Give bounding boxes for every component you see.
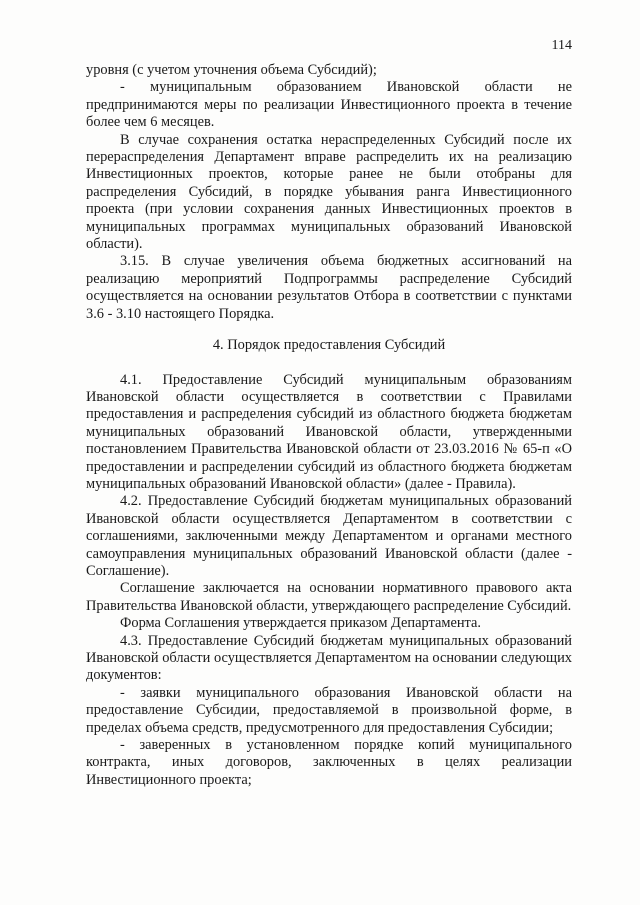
paragraph: - муниципальным образованием Ивановской области не предпринимаются меры по реализации Инвестиционного проекта в течение более чем 6 месяцев. xyxy=(86,79,572,131)
paragraph: Соглашение заключается на основании нормативного правового акта Правительства Ивановской области, утверждающего распределение Субсидий. xyxy=(86,580,572,614)
paragraph: - заявки муниципального образования Ивановской области на предоставление Субсидии, предоставляемой в произвольной форме, в пределах объема средств, предусмотренного для предоставления Субсидии; xyxy=(86,684,572,736)
paragraph: уровня (с учетом уточнения объема Субсидий); xyxy=(86,62,377,78)
paragraph: В случае сохранения остатка нераспределенных Субсидий после их перераспределения Департамент вправе распределить их на реализацию Инвестиционных проектов, которые ранее не были отобраны для распределения Субсидий, в порядке убывания ранга Инвестиционного проекта (при условии сохранения данных Инвестиционных проектов в муниципальных программах муниципальных образований Ивановской области). xyxy=(86,131,572,253)
paragraph: - заверенных в установленном порядке копий муниципального контракта, иных договоров, заключенных в целях реализации Инвестиционного проекта; xyxy=(86,737,572,788)
paragraph: 4.2. Предоставление Субсидий бюджетам муниципальных образований Ивановской области осуществляется Департаментом в соответствии с соглашениями, заключенными между Департаментом и органами местного самоуправления муниципальных образований Ивановской области (далее - Соглашение). xyxy=(86,493,572,579)
paragraph: 4.1. Предоставление Субсидий муниципальным образованиям Ивановской области осуществляется в соответствии с Правилами предоставления и распределения субсидий из областного бюджета бюджетам муниципальных образований Ивановской области, утвержденными постановлением Правительства Ивановской области от 23.03.2016 № 65-п «О предоставлении и распределении субсидий из областного бюджета бюджетам муниципальных образований Ивановской области» (далее - Правила). xyxy=(86,371,572,492)
paragraph: 3.15. В случае увеличения объема бюджетных ассигнований на реализацию мероприятий Подпрограммы распределение Субсидий осуществляется на основании результатов Отбора в соответствии с пунктами 3.6 - 3.10 настоящего Порядка. xyxy=(86,253,572,322)
paragraph: Форма Соглашения утверждается приказом Департамента. xyxy=(120,615,481,632)
document-body xyxy=(86,62,572,789)
section-heading: 4. Порядок предоставления Субсидий xyxy=(212,337,446,354)
paragraph: 4.3. Предоставление Субсидий бюджетам муниципальных образований Ивановской области осуществляется Департаментом на основании следующих документов: xyxy=(86,632,572,684)
page-number: 114 xyxy=(551,38,572,53)
